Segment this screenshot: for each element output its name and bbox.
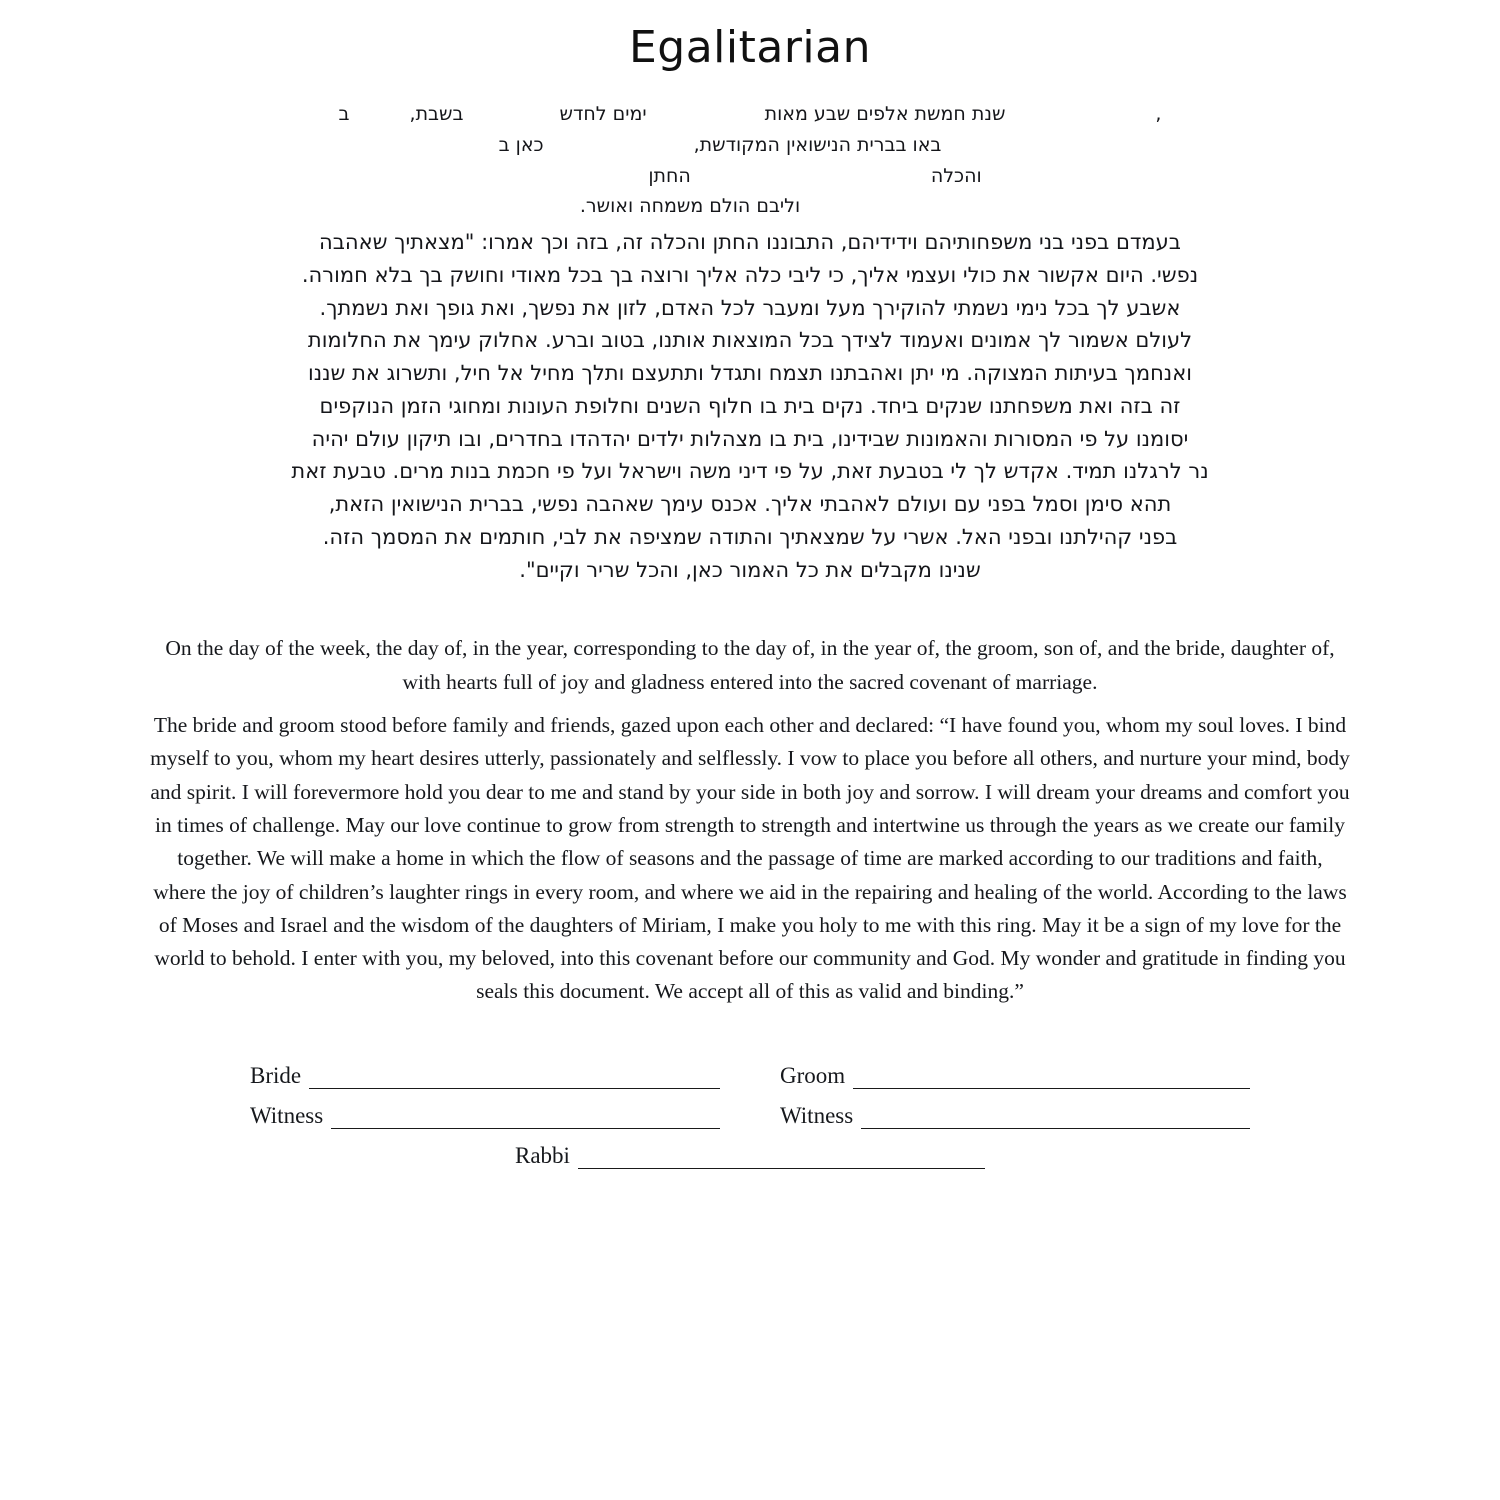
witness-left-signature-field[interactable] [250, 1103, 720, 1129]
hebrew-body [140, 226, 1360, 586]
english-paragraph-1: On the day of the week, the day of, in the year, corresponding to the day of, in the year of, the groom, son of, and the bride, daughter of, with hearts full of joy and gladness entered into the sacred covenant of marriage. [165, 636, 1335, 694]
hebrew-h3-seg-b: והכלה [930, 164, 982, 187]
witness-right-label: Witness [780, 1102, 854, 1128]
hebrew-h3-seg-a: החתן [648, 164, 691, 187]
hebrew-body-line: בפני קהילתנו ובפני האל. אשרי על שמצאתיך והתודה שמציפה את לבי, חותמים את המסמך הזה. [322, 524, 1178, 549]
hebrew-h2-seg-a: כאן ב [498, 133, 544, 156]
signature-row-witnesses [250, 1103, 1250, 1129]
hebrew-body-line: תהא סימן וסמל בפני עם ועולם לאהבתי אליך. אכנס עימך שאהבה נפשי, בברית הנישואין הזאת, [328, 492, 1172, 517]
hebrew-h2-seg-b: באו בברית הנישואין המקודשת, [693, 133, 942, 156]
hebrew-header-line-1 [140, 99, 1360, 130]
witness-right-signature-line[interactable] [861, 1108, 1250, 1129]
hebrew-body-line: אשבע לך בכל נימי נשמתי להוקירך מעל ומעבר לכל האדם, לזון את נפשך, ואת גופך ואת נשמתך. [319, 295, 1181, 320]
groom-label: Groom [780, 1062, 846, 1088]
page-title: Egalitarian [628, 22, 872, 73]
signature-section [250, 1063, 1250, 1169]
signature-row-rabbi [250, 1143, 1250, 1169]
hebrew-text-block [140, 99, 1360, 586]
witness-right-signature-field[interactable] [780, 1103, 1250, 1129]
hebrew-h1-seg-d: שנת חמשת אלפים שבע מאות [764, 103, 1006, 125]
hebrew-h1-seg-e: , [1155, 103, 1162, 125]
bride-signature-field[interactable] [250, 1063, 720, 1089]
hebrew-body-line: בעמדם בפני בני משפחותיהם וידידיהם, התבוננו החתן והכלה זה, בזה וכך אמרו: "מצאתיך שאהבה [319, 230, 1181, 255]
english-text-block [150, 632, 1350, 1008]
hebrew-body-line: לעולם אשמור לך אמונים ואעמוד לצידך בכל המוצאות אותנו, בטוב וברע. אחלוק עימך את החלומות [307, 328, 1193, 353]
english-paragraph-2: The bride and groom stood before family and friends, gazed upon each other and declared: “I have found you, whom my soul loves. I bind myself to you, whom my heart desires utterly, passionately and selflessly. I vow to place you before all others, and nurture your mind, body and spirit. I will forevermore hold you dear to me and stand by your side in both joy and sorrow. I will dream your dreams and comfort you in times of challenge. May our love continue to grow from strength to strength and intertwine us through the years as we create our family together. We will make a home in which the flow of seasons and the passage of time are marked according to our traditions and faith, where the joy of children’s laughter rings in every room, and where we aid in the repairing and healing of the world. According to the laws of Moses and Israel and the wisdom of the daughters of Miriam, I make you holy to me with this ring. May it be a sign of my love for the world to behold. I enter with you, my beloved, into this covenant before our community and God. My wonder and gratitude in finding you seals this document. We accept all of this as valid and binding.” [150, 712, 1350, 1004]
hebrew-header-line-4 [140, 191, 1360, 222]
bride-signature-line[interactable] [309, 1068, 720, 1089]
rabbi-label: Rabbi [515, 1142, 570, 1168]
witness-left-label: Witness [250, 1102, 324, 1128]
hebrew-body-line: ואנחמך בעיתות המצוקה. מי יתן ואהבתנו תצמח ותגדל ותתעצם ותלך מחיל אל חיל, ותשרוג את שננו [308, 361, 1192, 386]
hebrew-header-line-3 [140, 161, 1360, 192]
hebrew-h1-seg-b: בשבת, [409, 103, 464, 125]
rabbi-signature-line[interactable] [578, 1148, 985, 1169]
hebrew-h1-seg-a: ב [338, 103, 350, 125]
hebrew-body-line: יסומנו על פי המסורות והאמונות שבידינו, בית בו מצהלות ילדים יהדהדו בחדרים, ובו תיקון עולם יהיה [311, 426, 1189, 451]
bride-label: Bride [250, 1062, 302, 1088]
hebrew-body-line: זה בזה ואת משפחתנו שנקים ביחד. נקים בית בו חלוף השנים וחלופת העונות ומחוגי הזמן הנוקפים [319, 393, 1181, 418]
hebrew-body-line: שנינו מקבלים את כל האמור כאן, והכל שריר וקיים". [519, 557, 981, 582]
signature-row-bride-groom [250, 1063, 1250, 1089]
groom-signature-field[interactable] [780, 1063, 1250, 1089]
hebrew-body-line: נר לרגלנו תמיד. אקדש לך לי בטבעת זאת, על פי דיני משה וישראל ועל פי חכמת בנות מרים. טבעת זאת [291, 459, 1209, 484]
hebrew-h1-seg-c: ימים לחדש [559, 103, 647, 125]
hebrew-body-line: נפשי. היום אקשור את כולי ועצמי אליך, כי ליבי כלה אליך ורוצה בך בכל מאודי וחושק בך בלא חמורה. [301, 262, 1199, 287]
rabbi-signature-field[interactable] [515, 1143, 985, 1169]
witness-left-signature-line[interactable] [331, 1108, 720, 1129]
groom-signature-line[interactable] [853, 1068, 1250, 1089]
hebrew-header-line-2 [140, 130, 1360, 161]
hebrew-h4: וליבם הולם משמחה ואושר. [579, 195, 801, 218]
